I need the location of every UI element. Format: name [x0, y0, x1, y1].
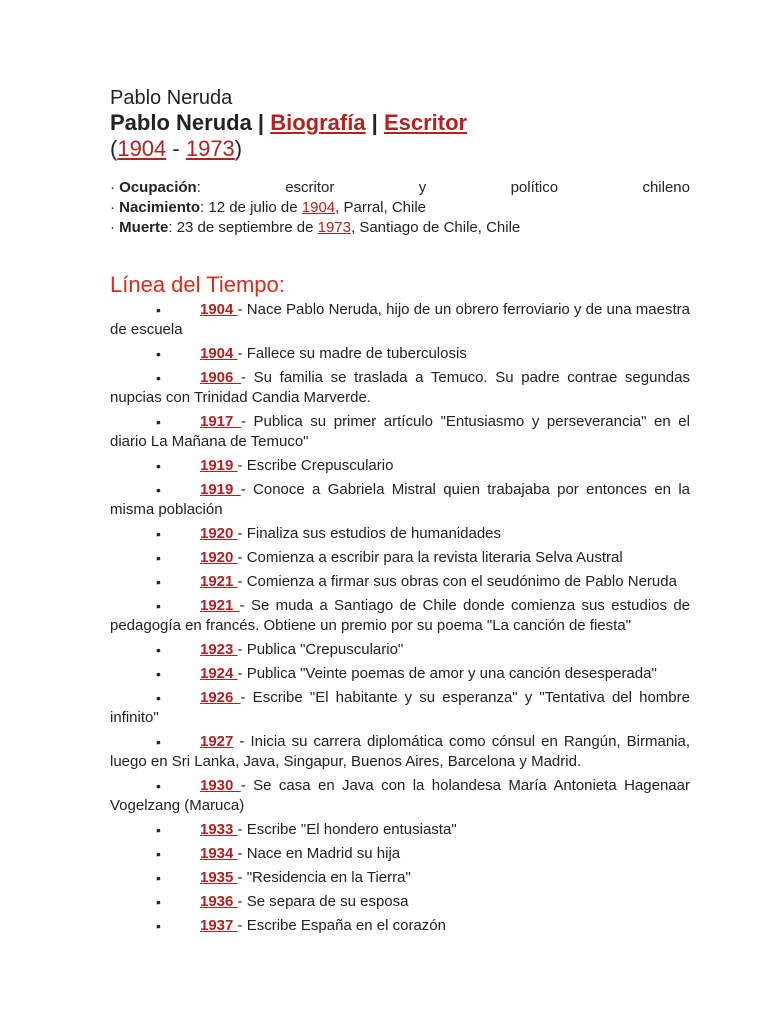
timeline-event-text: - Escribe España en el corazón [237, 917, 446, 934]
timeline-item [110, 688, 690, 728]
timeline-year-link[interactable]: 1920 [200, 549, 238, 566]
timeline-year-link[interactable]: 1927 [200, 733, 234, 750]
document-content [110, 86, 690, 940]
timeline-event-text: - Fallece su madre de tuberculosis [237, 345, 467, 362]
death-year-fact-link[interactable]: 1973 [317, 219, 351, 236]
timeline-list [110, 300, 690, 936]
biografia-link[interactable]: Biografía [270, 110, 366, 135]
occupation-word: escritor [285, 179, 335, 196]
timeline-event-text: - Se casa en Java con la holandesa María Antonieta Hagenaar Vogelzang (Maruca) [110, 777, 690, 814]
timeline-year-link[interactable]: 1936 [200, 893, 238, 910]
timeline-event-text: - Su familia se traslada a Temuco. Su padre contrae segundas nupcias con Trinidad Candia Marverde. [110, 369, 690, 406]
timeline-year-link[interactable]: 1919 [200, 457, 238, 474]
timeline-item [156, 456, 690, 476]
title-separator: | [251, 110, 271, 135]
timeline-event-text: - Comienza a escribir para la revista literaria Selva Austral [237, 549, 623, 566]
bullet-icon: • [156, 870, 161, 886]
timeline-item [156, 344, 690, 364]
timeline-item [156, 572, 690, 592]
timeline-year-link[interactable]: 1906 [200, 369, 242, 386]
timeline-event-text: - Inicia su carrera diplomática como cónsul en Rangún, Birmania, luego en Sri Lanka, Java, Singapur, Buenos Aires, Barcelona y Madrid. [110, 733, 690, 770]
fact-death [110, 218, 690, 238]
paren-open: ( [110, 136, 118, 161]
timeline-item [110, 596, 690, 636]
timeline-year-link[interactable]: 1935 [200, 869, 238, 886]
timeline-event-text: - Escribe Crepusculario [237, 457, 394, 474]
bullet-icon: • [156, 642, 161, 658]
bullet-icon: • [156, 526, 161, 542]
timeline-item [156, 844, 690, 864]
bullet-icon: • [156, 778, 161, 794]
timeline-year-link[interactable]: 1926 [200, 689, 241, 706]
timeline-event-text: - "Residencia en la Tierra" [237, 869, 411, 886]
timeline-item [156, 916, 690, 936]
escritor-link[interactable]: Escritor [383, 110, 468, 135]
bullet-icon: • [156, 846, 161, 862]
timeline-event-text: - Se separa de su esposa [237, 893, 409, 910]
timeline-year-link[interactable]: 1904 [200, 345, 238, 362]
timeline-item [110, 732, 690, 772]
timeline-year-link[interactable]: 1917 [200, 413, 241, 430]
birth-date: : 12 de julio de [200, 199, 302, 216]
timeline-year-link[interactable]: 1923 [200, 641, 238, 658]
timeline-event-text: - Escribe "El hondero entusiasta" [237, 821, 457, 838]
death-place: , Santiago de Chile, Chile [351, 219, 521, 236]
bullet-icon: • [156, 302, 161, 318]
paren-close: ) [234, 136, 243, 161]
bullet-icon: • [156, 414, 161, 430]
timeline-event-text: - Nace en Madrid su hija [237, 845, 401, 862]
bullet-icon: • [156, 666, 161, 682]
timeline-year-link[interactable]: 1930 [200, 777, 241, 794]
timeline-year-link[interactable]: 1921 [200, 597, 240, 614]
timeline-year-link[interactable]: 1934 [200, 845, 238, 862]
fact-birth [110, 198, 690, 218]
bullet-icon: • [156, 734, 161, 750]
timeline-event-text: - Finaliza sus estudios de humanidades [237, 525, 502, 542]
timeline-item [156, 548, 690, 568]
bullet-icon: • [156, 574, 161, 590]
occupation-label: Ocupación [119, 179, 197, 196]
occupation-word: chileno [642, 179, 690, 196]
timeline-year-link[interactable]: 1919 [200, 481, 241, 498]
death-label: Muerte [119, 219, 169, 236]
timeline-item [110, 300, 690, 340]
timeline-event-text: - Publica su primer artículo "Entusiasmo y perseverancia" en el diario La Mañana de Temuco" [110, 413, 690, 450]
occupation-label-group: · Ocupación: [110, 179, 201, 196]
bullet-icon: • [156, 690, 161, 706]
occupation-word: y [418, 179, 427, 196]
timeline-event-text: - Nace Pablo Neruda, hijo de un obrero ferroviario y de una maestra de escuela [110, 301, 690, 338]
birth-year-link[interactable]: 1904 [117, 136, 167, 161]
timeline-event-text: - Se muda a Santiago de Chile donde comienza sus estudios de pedagogía en francés. Obtiene un premio por su poema "La canción de fiesta" [110, 597, 690, 634]
timeline-year-link[interactable]: 1937 [200, 917, 238, 934]
bullet-icon: • [156, 598, 161, 614]
timeline-item [156, 868, 690, 888]
page-title [110, 110, 690, 136]
timeline-item [110, 412, 690, 452]
bullet-icon: • [156, 550, 161, 566]
birth-place: , Parral, Chile [335, 199, 427, 216]
timeline-item [110, 480, 690, 520]
timeline-item [110, 368, 690, 408]
timeline-event-text: - Escribe "El habitante y su esperanza" y "Tentativa del hombre infinito" [110, 689, 690, 726]
bullet-icon: • [156, 482, 161, 498]
timeline-year-link[interactable]: 1904 [200, 301, 238, 318]
birth-year-fact-link[interactable]: 1904 [301, 199, 336, 216]
fact-occupation [110, 178, 690, 198]
timeline-heading: Línea del Tiempo: [110, 272, 285, 297]
timeline-event-text: - Conoce a Gabriela Mistral quien trabajaba por entonces en la misma población [110, 481, 690, 518]
years-dash: - [166, 136, 186, 161]
occupation-word: político [510, 179, 559, 196]
birth-label: Nacimiento [119, 199, 201, 216]
bullet-icon: • [156, 918, 161, 934]
timeline-event-text: - Publica "Veinte poemas de amor y una canción desesperada" [237, 665, 657, 682]
death-date: : 23 de septiembre de [168, 219, 318, 236]
bullet-icon: • [156, 822, 161, 838]
fact-bullet: · [110, 179, 115, 196]
timeline-year-link[interactable]: 1924 [200, 665, 238, 682]
timeline-item [110, 776, 690, 816]
death-year-link[interactable]: 1973 [185, 136, 235, 161]
facts-list [110, 178, 690, 238]
life-years [110, 136, 690, 162]
fact-bullet: · [110, 219, 115, 236]
title-name: Pablo Neruda [110, 110, 252, 135]
timeline-event-text: - Comienza a firmar sus obras con el seudónimo de Pablo Neruda [237, 573, 677, 590]
timeline-event-text: - Publica "Crepusculario" [237, 641, 404, 658]
timeline-item [156, 820, 690, 840]
bullet-icon: • [156, 458, 161, 474]
bullet-icon: • [156, 370, 161, 386]
timeline-item [156, 892, 690, 912]
fact-bullet: · [110, 199, 115, 216]
timeline-item [156, 524, 690, 544]
timeline-item [156, 664, 690, 684]
timeline-year-link[interactable]: 1933 [200, 821, 238, 838]
title-separator: | [365, 110, 384, 135]
bullet-icon: • [156, 346, 161, 362]
timeline-year-link[interactable]: 1920 [200, 525, 238, 542]
timeline-item [156, 640, 690, 660]
page-subtitle: Pablo Neruda [110, 87, 233, 109]
bullet-icon: • [156, 894, 161, 910]
timeline-year-link[interactable]: 1921 [200, 573, 238, 590]
